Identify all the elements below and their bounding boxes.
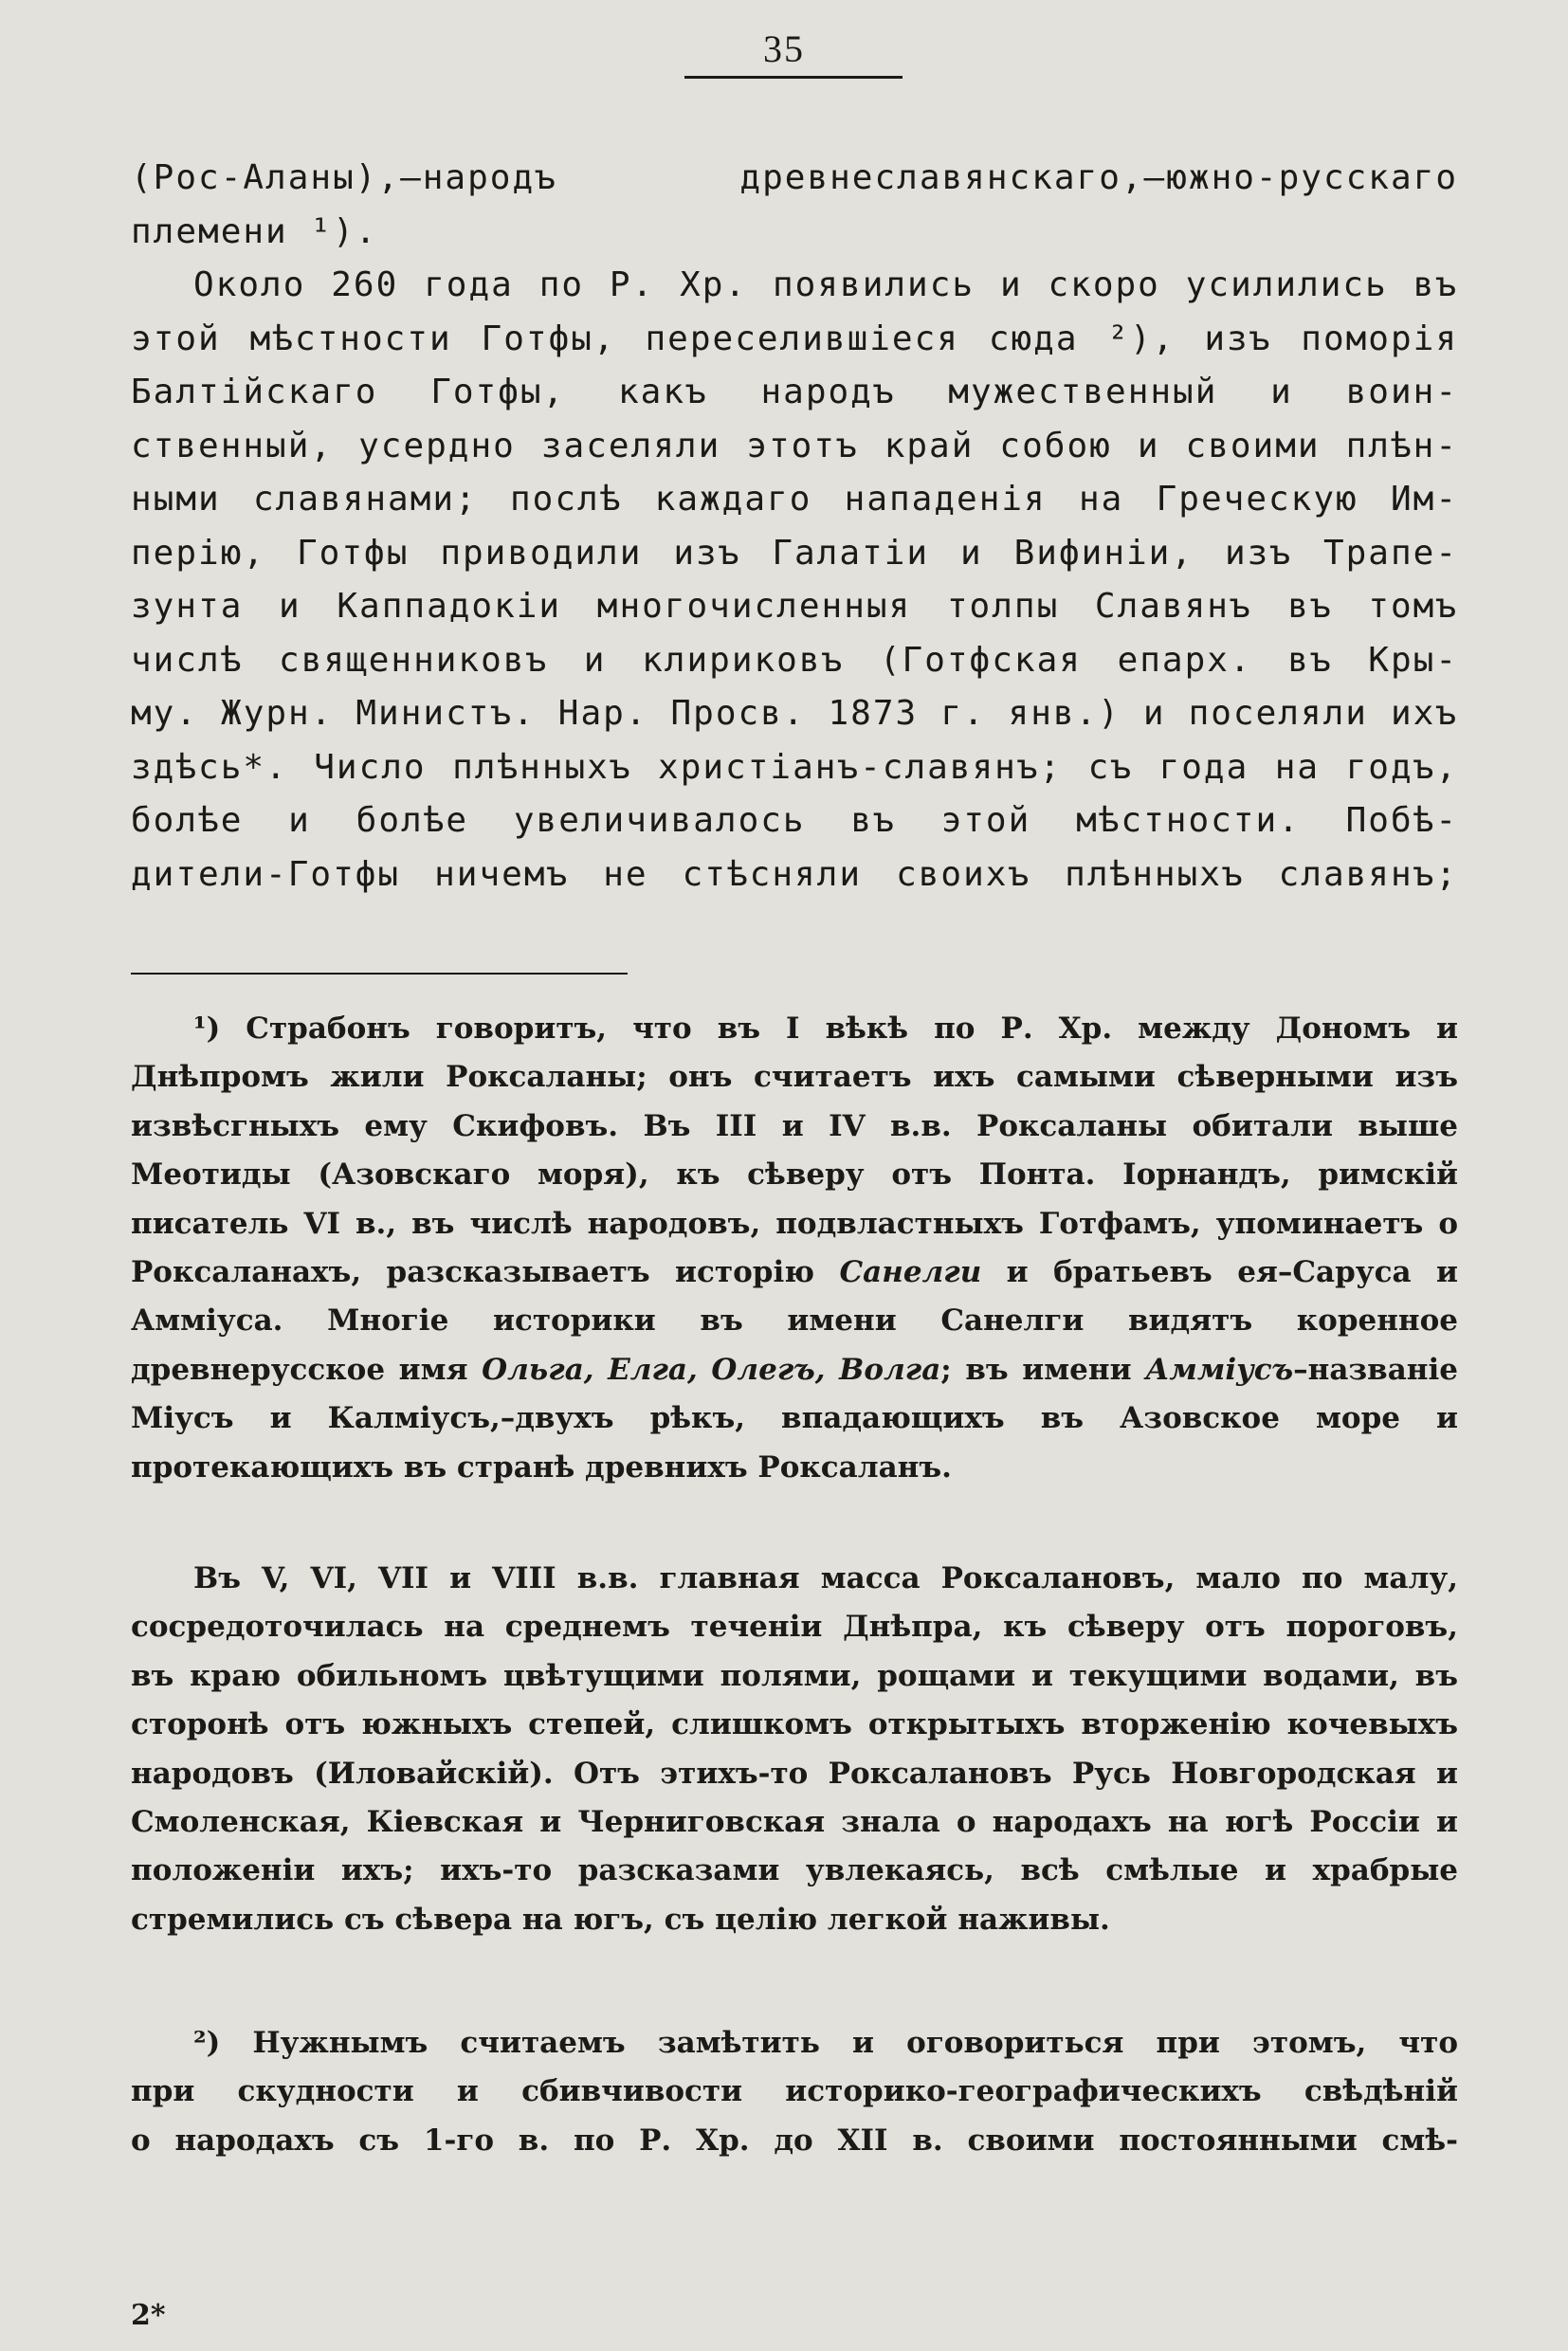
footnote-line: сторонѣ отъ южныхъ степей, слишкомъ открытыхъ вторженiю кочевыхъ <box>131 1707 1458 1742</box>
text-line: племени ¹). <box>131 211 378 251</box>
page-number-rule <box>684 76 903 79</box>
footnote-line: о народахъ съ 1-го в. по Р. Хр. до XII в. своими постоянными смѣ- <box>131 2123 1458 2158</box>
text-line: Около 260 года по Р. Хр. появились и скоро усилились въ <box>193 265 1458 304</box>
footnote-line: въ краю обильномъ цвѣтущими полями, рощами и текущими водами, въ <box>131 1658 1458 1693</box>
main-text <box>131 152 1458 902</box>
footnote-line: Аммiуса. Многiе историки въ имени Санелги видятъ коренное <box>131 1303 1458 1339</box>
footnote-line <box>131 1248 1458 1297</box>
text-line: болѣе и болѣе увеличивалось въ этой мѣстности. Побѣ- <box>131 801 1458 840</box>
text-line: ственный, усердно заселяли этотъ край собою и своими плѣн- <box>131 426 1458 465</box>
footnote-text: ; въ имени <box>940 1352 1132 1387</box>
footnote-line: писатель VI в., въ числѣ народовъ, подвластныхъ Готфамъ, упоминаетъ о <box>131 1206 1458 1241</box>
footnote-line <box>131 1346 1458 1394</box>
text-line: Балтійскаго Готфы, какъ народъ мужественный и воин- <box>131 373 1458 411</box>
footnote-text: Роксаланахъ, разсказываетъ исторію <box>131 1254 815 1289</box>
footnote-line: Въ V, VI, VII и VIII в.в. главная масса Роксалановъ, мало по малу, <box>193 1561 1458 1595</box>
text-line: му. Журн. Министъ. Нар. Просв. 1873 г. янв.) и поселяли ихъ <box>131 694 1458 733</box>
footnote-italic: Ольга, Елга, Олегъ, Волга <box>482 1352 941 1387</box>
footnote-line: Меотиды (Азовскаго моря), къ сѣверу отъ Понта. Іорнандъ, римскій <box>131 1157 1458 1193</box>
footnote-line: ²) Нужнымъ считаемъ замѣтить и оговориться при этомъ, что <box>193 2026 1458 2060</box>
text-line: ными славянами; послѣ каждаго нападенія на Греческую Им- <box>131 480 1458 519</box>
text-line: числѣ священниковъ и клириковъ (Готфская епарх. въ Кры- <box>131 640 1458 680</box>
text-line: перію, Готфы приводили изъ Галатіи и Вифиніи, изъ Трапе- <box>131 533 1458 573</box>
text-line: дители-Готфы ничемъ не стѣсняли своихъ плѣнныхъ славянъ; <box>131 854 1458 894</box>
page-number: 35 <box>763 27 805 70</box>
footnote-line: Днѣпромъ жили Роксаланы; онъ считаетъ ихъ самыми сѣверными изъ <box>131 1060 1458 1095</box>
footnote-line: протекающихъ въ странѣ древнихъ Роксаланъ. <box>131 1449 952 1485</box>
footnote-line: извѣсгныхъ ему Скифовъ. Въ III и IV в.в. Роксаланы обитали выше <box>131 1108 1458 1143</box>
footnote-italic: Санелги <box>839 1254 982 1289</box>
footnote-1-continuation <box>131 1555 1458 1944</box>
footnote-line: Смоленская, Кiевская и Черниговская знала о народахъ на югѣ Россiи и <box>131 1804 1458 1839</box>
signature-mark: 2* <box>131 2299 166 2332</box>
footnote-line: при скудности и сбивчивости историко-географическихъ свѣдѣнiй <box>131 2074 1458 2109</box>
text-line: (Рос-Аланы),—народъ древнеславянскаго,—южно-русскаго <box>131 158 1458 197</box>
footnote-line: Мiусъ и Калмiусъ,–двухъ рѣкъ, впадающихъ въ Азовское море и <box>131 1401 1458 1436</box>
footnote-line: сосредоточилась на среднемъ теченiи Днѣпра, къ сѣверу отъ пороговъ, <box>131 1610 1458 1645</box>
footnote-text: и братьевъ ея–Саруса и <box>1006 1254 1458 1289</box>
footnote-line: ¹) Страбонъ говоритъ, что въ I вѣкѣ по Р. Хр. между Дономъ и <box>193 1011 1458 1046</box>
footnote-1 <box>131 1005 1458 1492</box>
footnote-line: стремились съ сѣвера на югъ, съ целiю легкой наживы. <box>131 1902 1110 1937</box>
footnote-line: положенiи ихъ; ихъ-то разсказами увлекаясь, всѣ смѣлые и храбрые <box>131 1853 1458 1888</box>
footnote-text: –названiе <box>1293 1352 1458 1387</box>
text-line: здѣсь*. Число плѣнныхъ христіанъ-славянъ; съ года на годъ, <box>131 747 1458 787</box>
footnote-2 <box>131 2019 1458 2165</box>
text-line: этой мѣстности Готфы, переселившіеся сюда ²), изъ поморія <box>131 319 1458 358</box>
footnote-text: древнерусское имя <box>131 1352 468 1387</box>
footnote-line: народовъ (Иловайскiй). Отъ этихъ-то Роксалановъ Русь Новгородская и <box>131 1756 1458 1791</box>
footnote-rule <box>131 973 628 975</box>
footnote-italic: Аммiусъ <box>1145 1352 1294 1387</box>
text-line: зунта и Каппадокіи многочисленныя толпы Славянъ въ томъ <box>131 587 1458 626</box>
